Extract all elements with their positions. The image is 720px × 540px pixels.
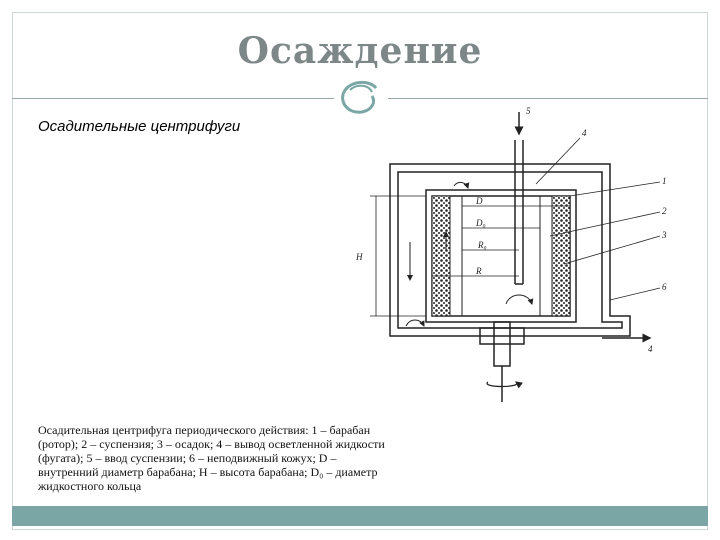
callout-4-bottom: 4 <box>648 344 653 354</box>
sediment-left <box>432 196 450 316</box>
callout-5: 5 <box>526 106 531 116</box>
caption-line: внутренний диаметр барабана; H – высота барабана; D₀ – диаметр <box>38 465 378 479</box>
title-rule-right <box>388 98 708 99</box>
callout-2: 2 <box>662 206 667 216</box>
dim-D0: D₀ <box>476 218 486 228</box>
sediment-right <box>552 196 570 316</box>
callout-4-top: 4 <box>582 128 587 138</box>
title-rule-left <box>12 98 334 99</box>
dim-H: H <box>356 252 363 262</box>
slide-subtitle: Осадительные центрифуги <box>38 118 241 135</box>
shaft <box>480 322 524 402</box>
dim-R0: R₀ <box>478 240 487 250</box>
feed-pipe <box>515 140 523 284</box>
dim-D: D <box>476 196 483 206</box>
slide-title: Осаждение <box>237 30 483 72</box>
caption-line: (фугата); 5 – ввод суспензии; 6 – неподвижный кожух; D – <box>38 451 337 465</box>
caption-line: Осадительная центрифуга периодического действия: 1 – барабан <box>38 423 371 437</box>
dim-R: R <box>476 266 482 276</box>
caption-line: (ротор); 2 – суспензия; 3 – осадок; 4 – вывод осветленной жидкости <box>38 437 385 451</box>
figure-caption <box>38 423 456 493</box>
caption-line: жидкостного кольца <box>38 479 142 493</box>
callout-6: 6 <box>662 282 667 292</box>
callout-1: 1 <box>662 176 667 186</box>
footer-bar <box>12 506 708 526</box>
centrifuge-diagram <box>340 104 680 404</box>
callout-3: 3 <box>662 230 667 240</box>
